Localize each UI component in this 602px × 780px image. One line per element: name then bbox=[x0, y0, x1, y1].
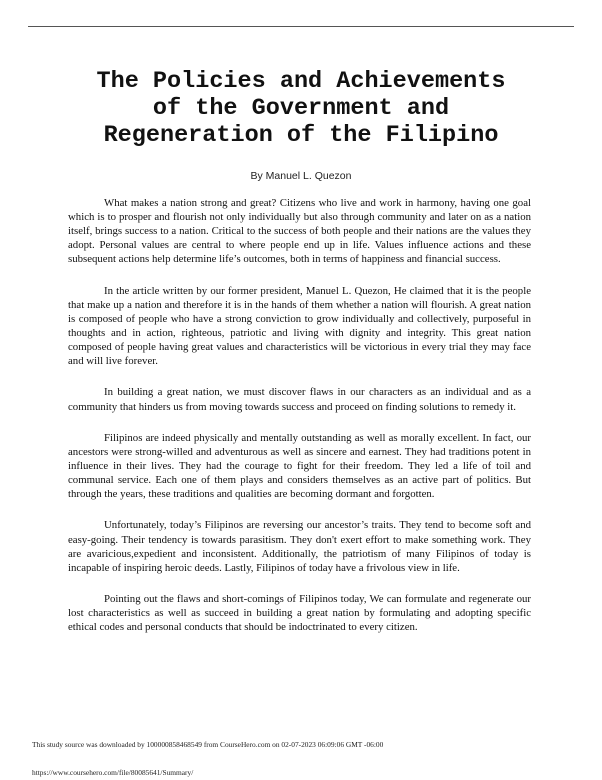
top-rule bbox=[28, 26, 574, 27]
paragraph-4: Filipinos are indeed physically and mentally outstanding as well as morally excellent. In fact, our ancestors were strong-willed and adventurous as well as sincere and earnest. They had traditions potent in influence in their lives. They had the courage to fight for their freedom. They led a life of toil and communal service. Each one of them plays and considers themselves as an active part of politics. But through the years, these traditions and qualities are becoming dormant and forgotten. bbox=[68, 431, 531, 501]
title-line-2: of the Government and bbox=[152, 95, 450, 122]
author-byline: By Manuel L. Quezon bbox=[250, 170, 352, 182]
paragraph-1: What makes a nation strong and great? Citizens who live and work in harmony, having one goal which is to prosper and flourish not only individually but also through community and later on as a nation itself, brings success to a nation. Critical to the success of both people and their nations are the values they adopt. Personal values are central to where people end up in life. Values influence actions and these subsequent actions help determine life’s outcomes, both in terms of happiness and financial success. bbox=[68, 197, 531, 266]
title-line-3: Regeneration of the Filipino bbox=[103, 122, 499, 149]
title-line-1: The Policies and Achievements bbox=[96, 68, 506, 95]
source-url-link[interactable]: https://www.coursehero.com/file/80085641/Summary/ bbox=[32, 768, 194, 777]
paragraph-6: Pointing out the flaws and short-comings of Filipinos today, We can formulate and regenerate our lost characteristics as well as succeed in building a great nation by formulating and adopting specific ethical codes and personal conducts that should be indoctrinated to every citizen. bbox=[68, 593, 531, 634]
document-body bbox=[68, 196, 531, 651]
paragraph-5: Unfortunately, today’s Filipinos are reversing our ancestor’s traits. They tend to become soft and easy-going. Their tendency is towards parasitism. They don't exert effort to make something work. They are avaricious,expedient and inconsistent. Additionally, the patriotism of many Filipinos of today is incapable of inspiring heroic deeds. Lastly, Filipinos of today have a frivolous view in life. bbox=[68, 519, 531, 574]
paragraph-2: In the article written by our former president, Manuel L. Quezon, He claimed that it is the people that make up a nation and therefore it is in the hands of them whether a nation will flourish. A great nation is composed of people who have a strong conviction to grow individually and collectively, purposeful in thoughts and in action, righteous, patriotic and living with dignity and integrity. This great nation composed of people having great values and characteristics will be victorious in every trial they may face and will live forever. bbox=[68, 284, 531, 368]
download-source-note: This study source was downloaded by 100000858468549 from CourseHero.com on 02-07-2023 06:09:06 GMT -06:00 bbox=[32, 740, 384, 749]
document-title bbox=[40, 68, 562, 149]
paragraph-3: In building a great nation, we must discover flaws in our characters as an individual and as a community that hinders us from moving towards success and proceed on finding solutions to remedy it. bbox=[68, 386, 531, 413]
